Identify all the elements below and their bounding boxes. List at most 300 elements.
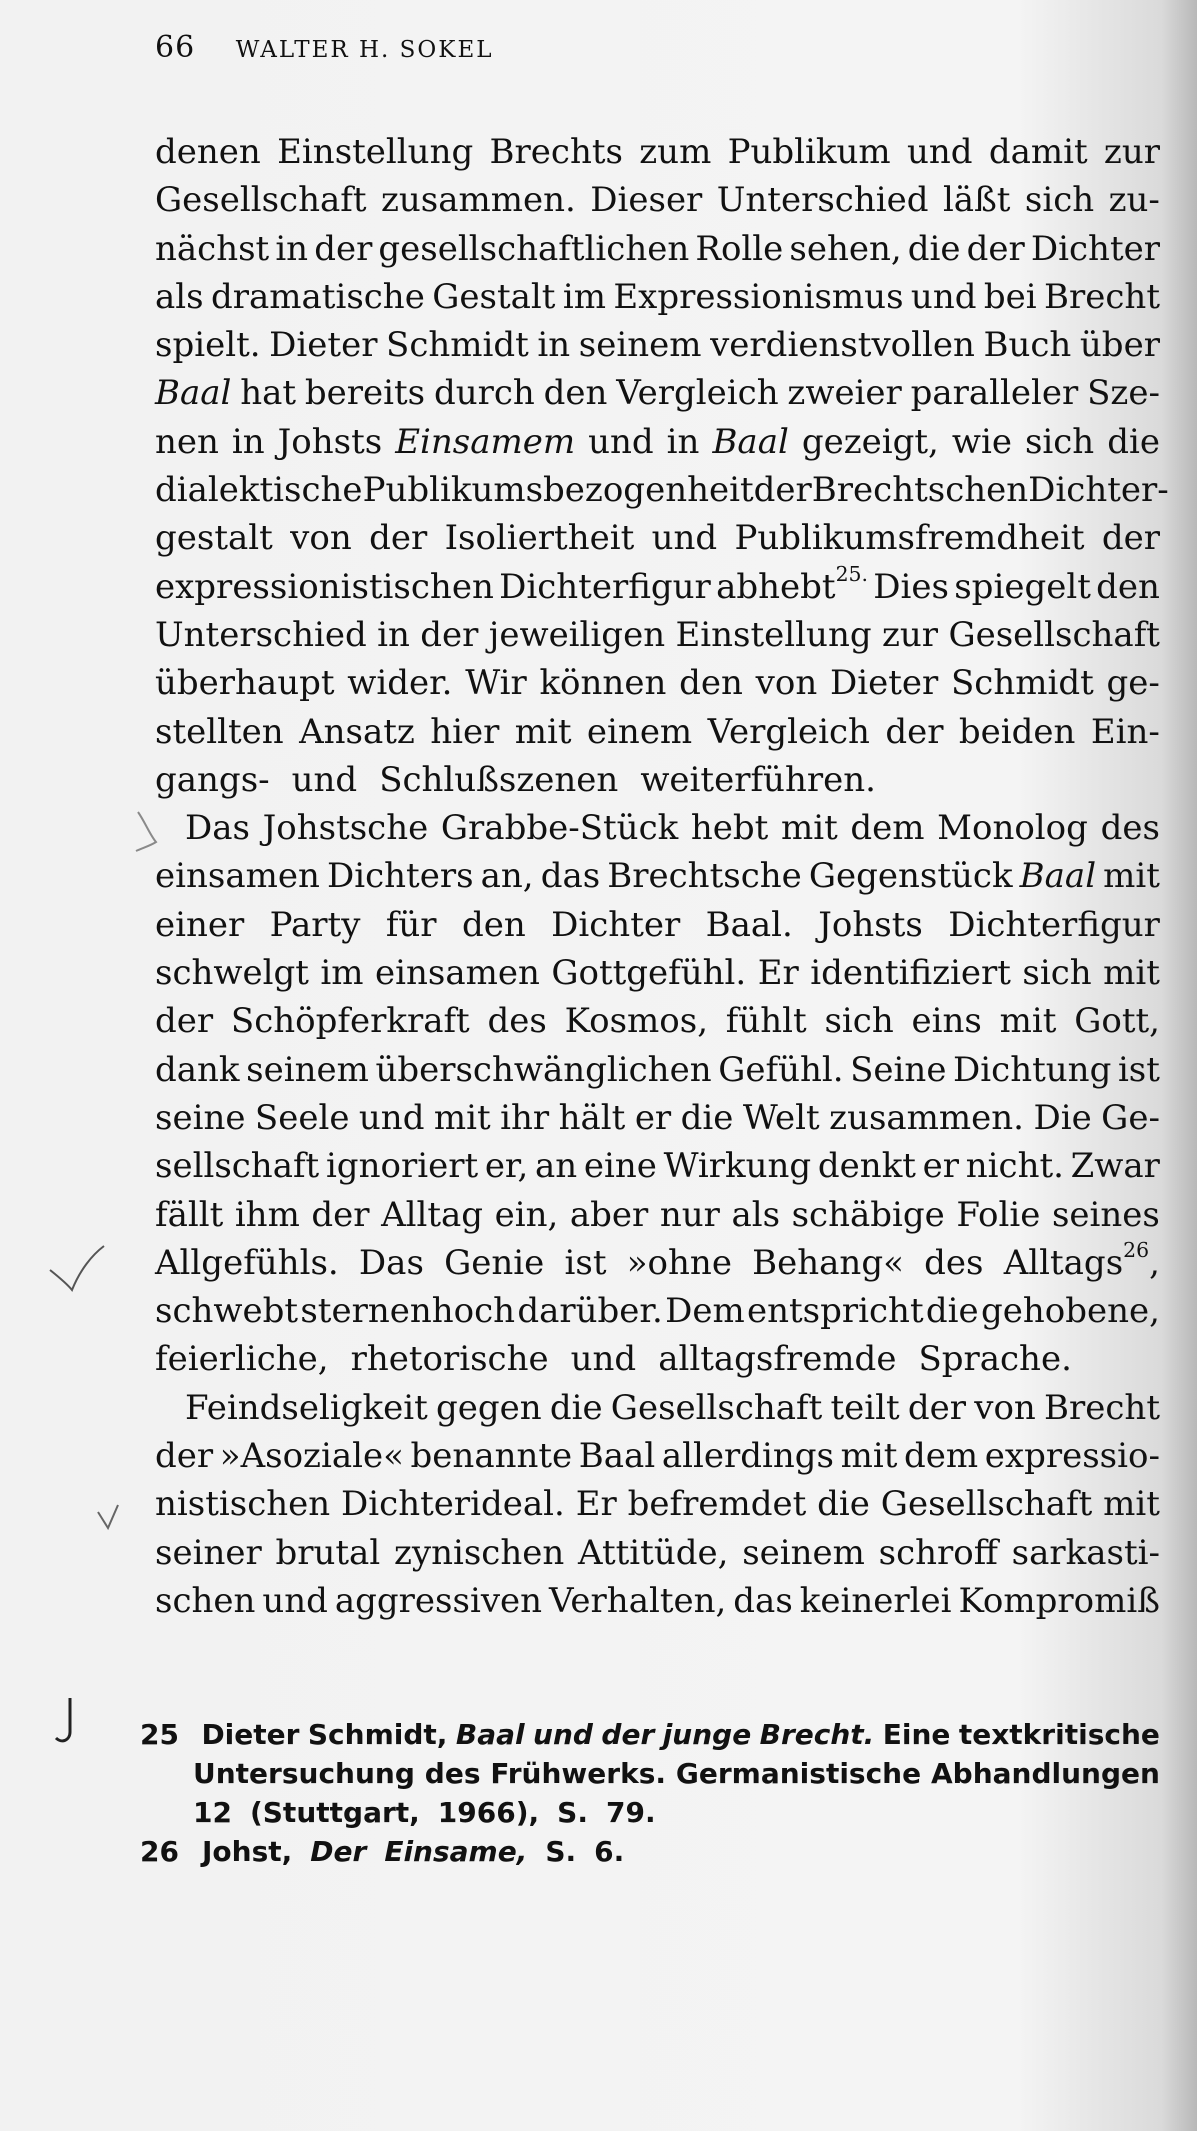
word: [533, 1715, 593, 1754]
word: [262, 1577, 328, 1625]
word-text: Brechtsche: [607, 856, 802, 897]
word: [954, 563, 1091, 611]
word: [155, 611, 367, 659]
word-text: Folie: [956, 1194, 1041, 1235]
word: [708, 708, 870, 756]
pencil-check-mark: [50, 1246, 104, 1290]
text-line: [155, 1046, 1160, 1094]
word-text: nicht.: [965, 1146, 1064, 1187]
word-text: und: [291, 759, 358, 800]
word: [377, 611, 410, 659]
word-text: zu-: [1108, 180, 1160, 221]
word-text: von: [974, 1387, 1036, 1428]
word: [369, 514, 427, 562]
word: [810, 949, 1011, 997]
word: [883, 1715, 951, 1754]
word: [588, 418, 654, 466]
word: [590, 176, 702, 224]
word: [911, 273, 977, 321]
word: [974, 1384, 1036, 1432]
word-text: Germanistische: [675, 1757, 922, 1790]
word: [948, 611, 1160, 659]
word: [792, 1191, 945, 1239]
word: [904, 1432, 978, 1480]
footnote-number: 25: [140, 1718, 179, 1751]
word-text: Einsame,: [384, 1835, 528, 1868]
word-text: mit: [1103, 856, 1160, 897]
word-text: Seine: [850, 1049, 947, 1090]
word: [752, 1239, 904, 1287]
text-line: [155, 1480, 1160, 1528]
word-text: der: [907, 1387, 967, 1428]
word-text: schäbige: [791, 1194, 945, 1235]
word-text: Er: [575, 1484, 617, 1525]
word-text: Gesellschaft: [155, 180, 367, 221]
word-text: Brecht.: [759, 1718, 875, 1751]
word: [1044, 273, 1160, 321]
word-text: zusammen.: [829, 1097, 1024, 1138]
word-text: nistischen: [155, 1484, 331, 1525]
word: [1025, 176, 1094, 224]
word-text: aber: [569, 1194, 649, 1235]
word-text: läßt: [942, 180, 1011, 221]
word-text: hebt: [690, 808, 769, 849]
punctuation: ,: [1149, 1242, 1160, 1283]
word: [202, 1832, 301, 1871]
page-number: 66: [155, 30, 196, 65]
word: [1107, 659, 1160, 707]
word-text: Alltags: [1003, 1242, 1124, 1283]
word: [299, 708, 415, 756]
word: [290, 514, 352, 562]
word-text: Grabbe-Stück: [440, 808, 679, 849]
word: [1118, 1046, 1160, 1094]
body-text: [155, 128, 1169, 1625]
word-text: sehen,: [789, 228, 902, 269]
word-text: Feindseligkeit: [185, 1387, 428, 1428]
word: [1102, 514, 1160, 562]
word: [606, 1793, 665, 1832]
word-text: sich: [1022, 953, 1092, 994]
word-text: zweier: [787, 373, 902, 414]
word-text: sich: [824, 1001, 894, 1042]
word: [539, 659, 666, 707]
word-text: Johst,: [202, 1835, 293, 1868]
word-text: S.: [545, 1835, 577, 1868]
word: [292, 756, 369, 804]
word: [613, 273, 903, 321]
word: [587, 708, 692, 756]
word-text: Vergleich: [616, 373, 779, 414]
word: [959, 1715, 1160, 1754]
word: [747, 1287, 924, 1335]
word: [515, 708, 572, 756]
word-text: in: [666, 421, 700, 462]
word-text: einsamen: [374, 953, 540, 994]
pencil-hook-mark: [56, 1698, 70, 1741]
word: [728, 128, 891, 176]
word-text: benannte: [410, 1436, 573, 1477]
word: [742, 1529, 865, 1577]
word-text: spielt.: [155, 325, 261, 366]
word-text: die: [549, 1387, 603, 1428]
word-text: Dieter: [829, 663, 939, 704]
word-text: 6.: [594, 1835, 625, 1868]
word: [327, 852, 474, 900]
text-line: [155, 1384, 1160, 1432]
word: [490, 1754, 666, 1793]
word: [384, 1832, 536, 1871]
word-text: Baal.: [705, 904, 793, 945]
word: [193, 1754, 415, 1793]
word-text: schwebt: [155, 1291, 299, 1332]
word: [305, 369, 425, 417]
word-text: Dieser: [590, 180, 703, 221]
running-head-author: WALTER H. SOKEL: [235, 37, 494, 63]
word-text: von: [290, 518, 352, 559]
word-text: Johsts: [277, 421, 383, 462]
word-text: dialektische: [155, 470, 363, 511]
word-text: Dem: [665, 1291, 745, 1332]
word-text: einem: [586, 711, 693, 752]
word: [951, 659, 1094, 707]
word-text: ein,: [494, 1194, 559, 1235]
word: [155, 418, 219, 466]
word-text: und: [910, 276, 977, 317]
word-text: er: [922, 1146, 960, 1187]
word-text: dem: [850, 808, 925, 849]
word-text: brutal: [275, 1532, 381, 1573]
word-text: Schöpferkraft: [230, 1001, 470, 1042]
word: [379, 756, 629, 804]
word-text: die: [1107, 421, 1160, 462]
word: [155, 1287, 298, 1335]
text-line: [155, 804, 1160, 852]
word-text: Gott,: [1074, 1001, 1160, 1042]
word: [445, 514, 635, 562]
word-text: hier: [430, 711, 500, 752]
word: [363, 466, 754, 514]
word-text: und: [262, 1580, 328, 1621]
word-text: den: [543, 373, 608, 414]
word: [269, 321, 377, 369]
word: [326, 1142, 478, 1190]
word-text: Sprache.: [918, 1339, 1072, 1380]
word-text: ihm: [234, 1194, 300, 1235]
word-text: stellten: [155, 711, 284, 752]
word-text: Einstellung: [277, 132, 474, 172]
word: [756, 659, 818, 707]
word-text: ge-: [1106, 663, 1160, 704]
word: [155, 273, 204, 321]
word-text: und: [588, 421, 654, 462]
word: [924, 1239, 983, 1287]
word: [500, 1094, 549, 1142]
word: [263, 804, 429, 852]
word-text: hat: [240, 373, 297, 414]
word: [966, 1142, 1064, 1190]
word-text: mit: [840, 1436, 898, 1477]
text-line: [155, 1287, 1160, 1335]
word: [310, 1832, 375, 1871]
text-line: [155, 611, 1160, 659]
text-line: [155, 1577, 1160, 1625]
word-text: S.: [557, 1796, 588, 1829]
word-text: Baal: [712, 421, 789, 462]
word: [375, 1046, 711, 1094]
word-text: einsamen: [155, 856, 320, 897]
word-text: Schmidt: [951, 663, 1094, 704]
word: [193, 1793, 241, 1832]
word: [1028, 466, 1169, 514]
word-text: einer: [155, 904, 245, 945]
word: [908, 1384, 966, 1432]
word: [676, 1754, 921, 1793]
word-text: Wirkung: [663, 1146, 812, 1187]
word-text: zur: [1103, 132, 1160, 172]
word: [1087, 369, 1160, 417]
word-text: Abhandlungen: [931, 1757, 1160, 1790]
word: [787, 369, 901, 417]
word-text: bei: [983, 276, 1037, 317]
word-text: durch: [433, 373, 535, 414]
word-text: alltagsfremde: [658, 1339, 897, 1380]
word: [155, 176, 367, 224]
word: [912, 997, 982, 1045]
word-text: und: [358, 1097, 425, 1138]
word: [983, 321, 1071, 369]
word: [1052, 1191, 1160, 1239]
word-text: Der: [310, 1835, 367, 1868]
footnotes: [140, 1715, 1160, 1871]
word: [918, 1335, 1082, 1383]
word: [1020, 852, 1096, 900]
word: [781, 804, 838, 852]
word-text: seine: [155, 1097, 246, 1138]
word: [911, 369, 1079, 417]
word-text: Publikumsfremdheit: [734, 518, 1085, 559]
word-text: mit: [780, 808, 838, 849]
word-text: Gegenstück: [808, 856, 1013, 897]
word-text: sellschaft: [155, 1146, 320, 1187]
word-text: Buch: [983, 325, 1072, 366]
word: [789, 225, 901, 273]
word: [1103, 949, 1160, 997]
word: [660, 1191, 720, 1239]
word-text: gegen: [435, 1387, 542, 1428]
word: [850, 1046, 946, 1094]
word: [378, 225, 689, 273]
word-text: Gefühl.: [718, 1049, 844, 1090]
text-line: [155, 418, 1160, 466]
word: [489, 611, 665, 659]
text-line: [155, 1335, 1160, 1383]
word: [155, 1432, 213, 1480]
footnote-line: [140, 1754, 1160, 1793]
word: [1025, 418, 1094, 466]
word: [616, 369, 778, 417]
word: [829, 1094, 1024, 1142]
word: [1091, 708, 1160, 756]
word-text: gestalt: [155, 518, 273, 559]
word-text: Ansatz: [299, 711, 415, 752]
word-text: und: [651, 518, 718, 559]
word: [907, 128, 973, 176]
word-text: als: [731, 1194, 781, 1235]
word: [488, 997, 547, 1045]
word-text: Dichterfigur: [499, 566, 711, 607]
word: [754, 466, 812, 514]
word: [818, 1142, 916, 1190]
word: [545, 1832, 585, 1871]
word-text: zum: [639, 132, 712, 172]
word-text: zur: [881, 614, 939, 655]
word: [985, 1432, 1160, 1480]
word: [850, 804, 924, 852]
word-text: das: [540, 856, 601, 897]
text-line: [155, 1529, 1160, 1577]
word: [557, 1793, 597, 1832]
word-text: der: [885, 711, 944, 752]
word: [311, 1191, 369, 1239]
word: [627, 1239, 732, 1287]
word-text: der: [369, 518, 428, 559]
word: [559, 1094, 626, 1142]
word-text: Schmidt: [386, 325, 529, 366]
word-text: der: [601, 1718, 655, 1751]
word: [462, 901, 526, 949]
word-text: Eine: [882, 1718, 951, 1751]
word: [937, 804, 1088, 852]
word-text: mit: [514, 711, 572, 752]
word: [841, 1432, 898, 1480]
word: [275, 225, 308, 273]
word: [665, 1287, 745, 1335]
word: [155, 1335, 340, 1383]
word: [578, 1529, 728, 1577]
word-text: seinem: [578, 325, 702, 366]
word-text: sternenhoch: [300, 1291, 516, 1332]
word-text: gehobene,: [980, 1291, 1160, 1332]
word: [989, 128, 1088, 176]
word: [607, 852, 801, 900]
footnote-line: [140, 1715, 1160, 1754]
word-text: Dichter: [1030, 228, 1160, 269]
word: [1103, 852, 1160, 900]
word-text: Baal: [578, 1436, 656, 1477]
word-text: Untersuchung: [193, 1757, 415, 1790]
word: [155, 369, 231, 417]
word-text: und: [570, 1339, 637, 1380]
word: [664, 1142, 812, 1190]
word-text: Unterschied: [155, 614, 367, 655]
word: [300, 1287, 515, 1335]
text-line: [155, 997, 1160, 1045]
word-text: Rolle: [695, 228, 784, 269]
word: [375, 949, 540, 997]
word-text: textkritische: [958, 1718, 1160, 1751]
word: [691, 804, 768, 852]
word-text: fällt: [155, 1194, 224, 1235]
footnote-line: [140, 1793, 1160, 1832]
text-line: [155, 128, 1160, 176]
word: [760, 1715, 875, 1754]
word: [1044, 1384, 1160, 1432]
word-text: des: [487, 1001, 547, 1042]
word: [495, 1191, 559, 1239]
word-text: an: [534, 1146, 578, 1187]
word: [710, 321, 975, 369]
word-text: den: [461, 904, 526, 945]
word-text: 12: [193, 1796, 232, 1829]
word-text: expressio-: [984, 1436, 1160, 1477]
word-text: darüber.: [517, 1291, 663, 1332]
word: [675, 611, 871, 659]
word-text: Wir: [465, 663, 527, 704]
word: [381, 176, 576, 224]
word: [628, 1480, 807, 1528]
word-text: des: [1100, 808, 1160, 849]
word-text: Dichter: [551, 904, 681, 945]
word-text: jeweiligen: [488, 614, 666, 655]
word-text: Das: [358, 1242, 424, 1283]
word-text: im: [562, 276, 606, 317]
word-text: abhebt: [716, 566, 836, 607]
word-text: ignoriert: [325, 1146, 479, 1187]
word: [255, 1094, 350, 1142]
word-text: Dichter-: [1028, 470, 1169, 511]
word: [984, 273, 1037, 321]
word-text: schen: [155, 1580, 256, 1621]
word-text: Dies: [873, 566, 949, 607]
word-text: Baal: [155, 373, 232, 414]
word-text: die: [680, 1097, 734, 1138]
word: [584, 1142, 657, 1190]
word: [549, 1577, 726, 1625]
word: [1101, 804, 1160, 852]
word-text: damit: [988, 132, 1088, 172]
word-text: der: [155, 1436, 214, 1477]
word: [381, 1191, 483, 1239]
word: [220, 1432, 404, 1480]
word-text: die: [907, 228, 961, 269]
word: [570, 1191, 648, 1239]
word: [240, 369, 296, 417]
word: [594, 1832, 633, 1871]
word-text: seinem: [742, 1532, 865, 1573]
word: [679, 659, 743, 707]
word: [444, 1239, 544, 1287]
word: [425, 1754, 481, 1793]
word-text: Schlußszenen: [379, 759, 619, 800]
word-text: Allgefühls.: [155, 1242, 339, 1283]
text-line: [155, 659, 1160, 707]
word-text: Dichtung: [953, 1049, 1112, 1090]
word-text: über: [1079, 325, 1160, 366]
word-text: Ein-: [1090, 711, 1160, 752]
word: [635, 1094, 671, 1142]
word: [155, 901, 244, 949]
word: [434, 1094, 491, 1142]
word-text: Party: [269, 904, 361, 945]
word-text: und: [533, 1718, 593, 1751]
text-line: [155, 369, 1160, 417]
text-line: [155, 1432, 1160, 1480]
word: [155, 1480, 330, 1528]
word-text: der: [314, 228, 373, 269]
word: [873, 563, 949, 611]
word: [953, 1046, 1111, 1094]
